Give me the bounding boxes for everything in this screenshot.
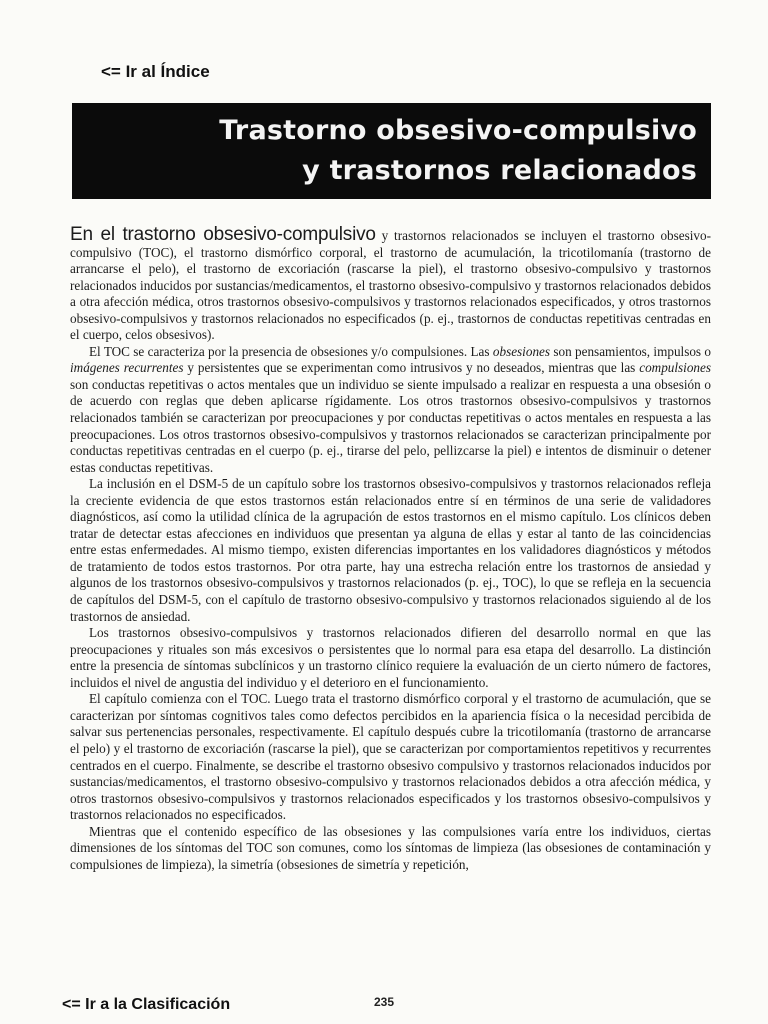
chapter-title-banner xyxy=(72,103,711,199)
chapter-title-line-2: y trastornos relacionados xyxy=(302,155,697,186)
text-span: y persistentes que se experimentan como intrusivos y no deseados, mientras que las xyxy=(183,360,640,376)
paragraph-intro xyxy=(70,224,711,344)
term-obsesiones: obsesiones xyxy=(492,343,551,359)
text-span: El TOC se caracteriza por la presencia de obsesiones y/o compulsiones. Las xyxy=(89,343,493,359)
term-imagenes-recurrentes: imágenes recurrentes xyxy=(70,360,184,376)
paragraph-normal-development: Los trastornos obsesivo-compulsivos y trastornos relacionados difieren del desarrollo normal en que las preocupaciones y rituales son más excesivos o persistentes que lo normal para esa etapa del desarrollo. La distinción entre la presencia de síntomas subclínicos y un trastorno clínico requiere la evaluación de un cierto número de factores, incluidos el nivel de angustia del individuo y el deterioro en el funcionamiento. xyxy=(70,625,711,690)
paragraph-symptom-dimensions: Mientras que el contenido específico de las obsesiones y las compulsiones varía entre los individuos, ciertas dimensiones de los síntomas del TOC son comunes, como los síntomas de limpieza (las obsesiones de contaminación y compulsiones de limpieza), la simetría (obsesiones de simetría y repetición, xyxy=(70,823,711,872)
paragraph-dsm5-inclusion: La inclusión en el DSM-5 de un capítulo sobre los trastornos obsesivo-compulsivos y trastornos relacionados refleja la creciente evidencia de que estos trastornos están relacionados entre sí en términos de una serie de validadores diagnósticos, así como la utilidad clínica de la agrupación de estos trastornos en el mismo capítulo. Los clínicos deben tratar de detectar estas afecciones en individuos que presentan ya alguna de ellas y estar al tanto de las coincidencias entre estas enfermedades. Al mismo tiempo, existen diferencias importantes en los validadores diagnósticos y métodos de tratamiento de todos estos trastornos. Por otra parte, hay una estrecha relación entre los trastornos de ansiedad y algunos de los trastornos obsesivo-compulsivos y trastornos relacionados (p. ej., TOC), lo que se refleja en la secuencia de capítulos del DSM-5, con el capítulo de trastorno obsesivo-compulsivo y trastornos relacionados siguiendo al de los trastornos de ansiedad. xyxy=(70,476,711,624)
chapter-body xyxy=(70,224,712,873)
text-span: son conductas repetitivas o actos mentales que un individuo se siente impulsado a realizar en respuesta a una obsesión o de acuerdo con reglas que deben aplicarse rígidamente. Los otros trastornos obsesivo-compulsivos y trastornos relacionados también se caracterizan por preocupaciones y por conductas repetitivas o actos mentales en respuesta a las preocupaciones. Los otros trastornos obsesivo-compulsivos y trastornos relacionados se caracterizan principalmente por conductas repetitivas centradas en el cuerpo (p. ej., tirarse del pelo, pellizcarse la piel) e intentos de disminuir o detener estas conductas repetitivas. xyxy=(70,376,711,475)
page-number: 235 xyxy=(374,995,395,1009)
term-compulsiones: compulsiones xyxy=(639,360,712,376)
paragraph-intro-text: y trastornos relacionados se incluyen el trastorno obsesivo-compulsivo (TOC), el trastorno dismórfico corporal, el trastorno de acumulación, la tricotilomanía (trastorno de arrancarse el pelo), el trastorno de excoriación (rascarse la piel), el trastorno obsesivo-compulsivo y trastornos relacionados inducidos por sustancias/medicamentos, el trastorno obsesivo-compulsivo y trastornos relacionados debidos a otra afección médica, otros trastornos obsesivo-compulsivos y trastornos relacionados especificados, y otros trastornos obsesivo-compulsivos y trastornos relacionados no especificados (p. ej., trastornos de conductas repetitivas centradas en el cuerpo, celos obsesivos). xyxy=(70,228,711,343)
paragraph-chapter-overview: El capítulo comienza con el TOC. Luego trata el trastorno dismórfico corporal y el trastorno de acumulación, que se caracterizan por síntomas cognitivos tales como defectos percibidos en la apariencia física o la necesidad percibida de salvar sus pertenencias personales, respectivamente. El capítulo después cubre la tricotilomanía (trastorno de arrancarse el pelo) y el trastorno de excoriación (rascarse la piel), que se caracterizan por comportamientos repetitivos y recurrentes centrados en el cuerpo. Finalmente, se describe el trastorno obsesivo compulsivo y trastornos relacionados inducidos por sustancias/medicamentos, el trastorno obsesivo-compulsivo y trastornos relacionados debidos a otra afección médica, y otros trastornos obsesivo-compulsivos y trastornos relacionados especificados y los trastornos obsesivo-compulsivos y trastornos relacionados no especificados. xyxy=(70,691,711,823)
chapter-title-line-1: Trastorno obsesivo-compulsivo xyxy=(219,115,697,146)
go-to-classification-link[interactable]: <= Ir a la Clasificación xyxy=(62,996,231,1013)
go-to-index-link[interactable]: <= Ir al Índice xyxy=(101,62,210,81)
lead-in-text: En el trastorno obsesivo-compulsivo xyxy=(70,224,376,245)
paragraph-toc-definition xyxy=(70,344,711,476)
text-span: son pensamientos, impulsos o xyxy=(550,343,711,359)
